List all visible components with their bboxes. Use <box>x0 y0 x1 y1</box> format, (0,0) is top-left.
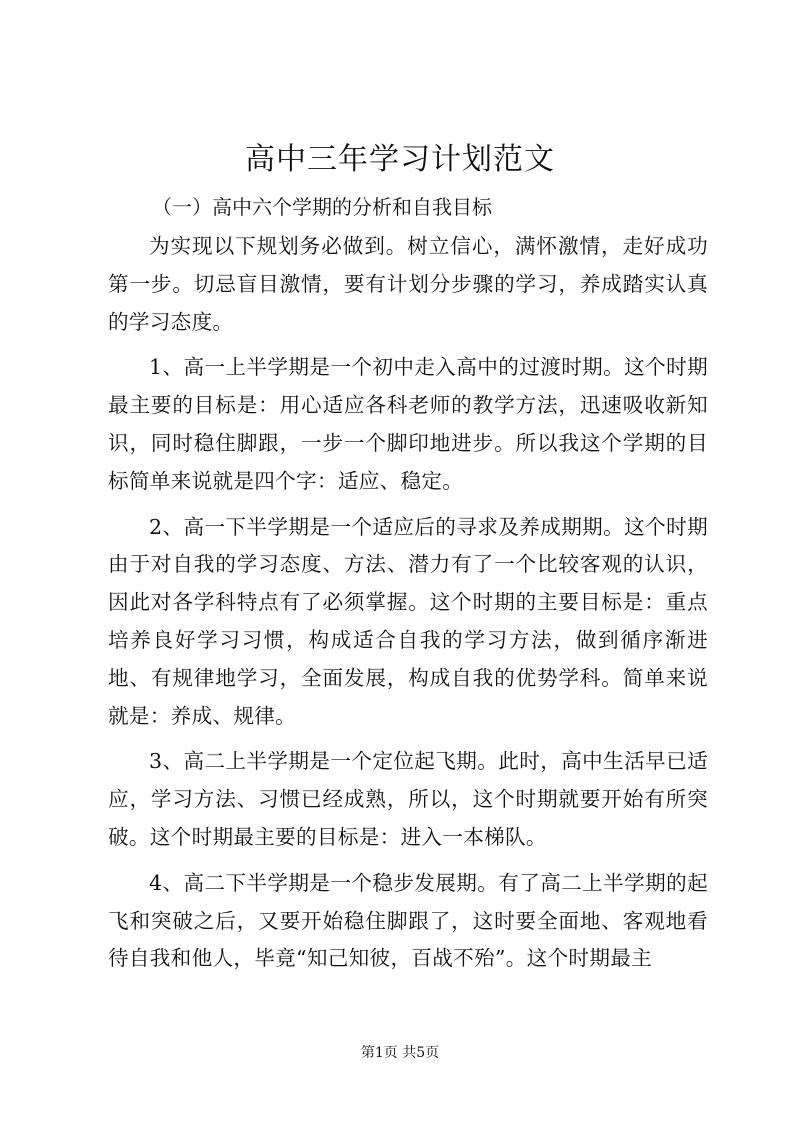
paragraph-semester-2: 2、高一下半学期是一个适应后的寻求及养成期期。这个时期由于对自我的学习态度、方法、潜力有了一个比较客观的认识，因此对各学科特点有了必须掌握。这个时期的主要目标是：重点培养良好学习习惯，构成适合自我的学习方法，做到循序渐进地、有规律地学习，全面发展，构成自我的优势学科。简单来说就是：养成、规律。 <box>108 514 708 728</box>
paragraph-intro: 为实现以下规划务必做到。树立信心，满怀激情，走好成功第一步。切忌盲目激情，要有计划分步骤的学习，养成踏实认真的学习态度。 <box>108 234 708 334</box>
section-heading: （一）高中六个学期的分析和自我目标 <box>152 195 492 219</box>
document-body <box>108 228 708 986</box>
paragraph-semester-3: 3、高二上半学期是一个定位起飞期。此时，高中生活早已适应，学习方法、习惯已经成熟，所以，这个时期就要开始有所突破。这个时期最主要的目标是：进入一本梯队。 <box>108 749 708 849</box>
document-title: 高中三年学习计划范文 <box>245 142 555 177</box>
page-number-footer: 第1页 共5页 <box>360 1045 440 1061</box>
paragraph-semester-1: 1、高一上半学期是一个初中走入高中的过渡时期。这个时期最主要的目标是：用心适应各科老师的教学方法，迅速吸收新知识，同时稳住脚跟，一步一个脚印地进步。所以我这个学期的目标简单来说就是四个字：适应、稳定。 <box>108 355 708 493</box>
paragraph-semester-4: 4、高二下半学期是一个稳步发展期。有了高二上半学期的起飞和突破之后，又要开始稳住脚跟了，这时要全面地、客观地看待自我和他人，毕竟“知己知彼，百战不殆”。这个时期最主 <box>108 870 708 971</box>
